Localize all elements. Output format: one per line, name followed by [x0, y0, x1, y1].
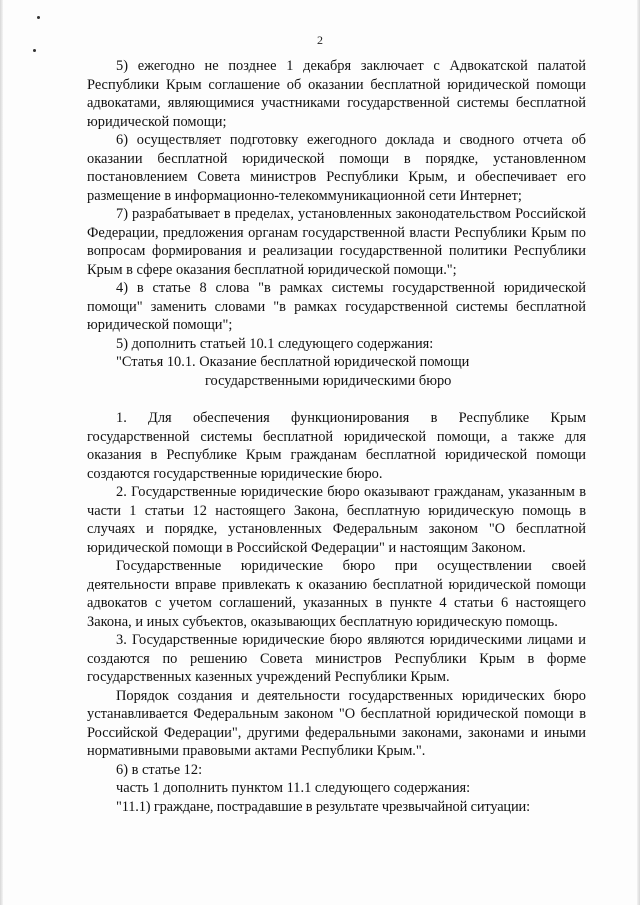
- article-heading: [87, 353, 586, 390]
- paragraph: 3. Государственные юридические бюро являются юридическими лицами и создаются по решению Совета министров Республики Крым в форме государственных казенных учреждений Республики Крым.: [87, 632, 586, 685]
- article-heading-line-1: "Статья 10.1. Оказание бесплатной юридической помощи: [116, 354, 470, 370]
- document-body: [87, 57, 586, 816]
- scan-speck: [33, 49, 36, 52]
- scan-edge-left: [0, 0, 3, 905]
- article-heading-line-2: государственными юридическими бюро: [205, 372, 452, 389]
- paragraph: часть 1 дополнить пунктом 11.1 следующего содержания:: [116, 780, 471, 796]
- paragraph: 5) дополнить статьей 10.1 следующего содержания:: [116, 335, 434, 352]
- scan-speck: [37, 16, 40, 19]
- paragraph: Государственные юридические бюро при осуществлении своей деятельности вправе привлекать к оказанию бесплатной юридической помощи адвокатов с учетом соглашений, указанных в пункте 4 статьи 6 настоящего Закона, и иных субъектов, оказывающих бесплатную юридическую помощь.: [87, 558, 586, 630]
- paragraph: 1. Для обеспечения функционирования в Республике Крым государственной системы бесплатной юридической помощи, а также для оказания в Республике Крым гражданам бесплатной юридической помощи создаются государственные юридические бюро.: [87, 410, 586, 482]
- page-number: 2: [317, 33, 323, 47]
- paragraph: 6) осуществляет подготовку ежегодного доклада и сводного отчета об оказании бесплатной юридической помощи в порядке, установленном постановлением Совета министров Республики Крым, и обеспечивает его размещение в информационно-телекоммуникационной сети Интернет;: [87, 132, 586, 204]
- paragraph: 6) в статье 12:: [116, 761, 203, 778]
- paragraph: 5) ежегодно не позднее 1 декабря заключает с Адвокатской палатой Республики Крым соглашение об оказании бесплатной юридической помощи адвокатами, являющимися участниками государственной системы бесплатной юридической помощи;: [87, 58, 586, 130]
- spacer: [87, 390, 586, 409]
- paragraph: 2. Государственные юридические бюро оказывают гражданам, указанным в части 1 статьи 12 настоящего Закона, бесплатную юридическую помощь в случаях и порядке, установленных Федеральным законом "О бесплатной юридической помощи в Российской Федерации" и настоящим Законом.: [87, 484, 586, 556]
- paragraph: Порядок создания и деятельности государственных юридических бюро устанавливается Федеральным законом "О бесплатной юридической помощи в Российской Федерации", другими федеральными законами, законами и иными нормативными правовыми актами Республики Крым.".: [87, 687, 586, 759]
- paragraph: "11.1) граждане, пострадавшие в результате чрезвычайной ситуации:: [116, 798, 530, 815]
- paragraph: 7) разрабатывает в пределах, установленных законодательством Российской Федерации, предложения органам государственной власти Республики Крым по вопросам формирования и реализации государственной политики Республики Крым в сфере оказания бесплатной юридической помощи.";: [87, 206, 586, 278]
- paragraph: 4) в статье 8 слова "в рамках системы государственной юридической помощи" заменить словами "в рамках государственной системы бесплатной юридической помощи";: [87, 280, 586, 333]
